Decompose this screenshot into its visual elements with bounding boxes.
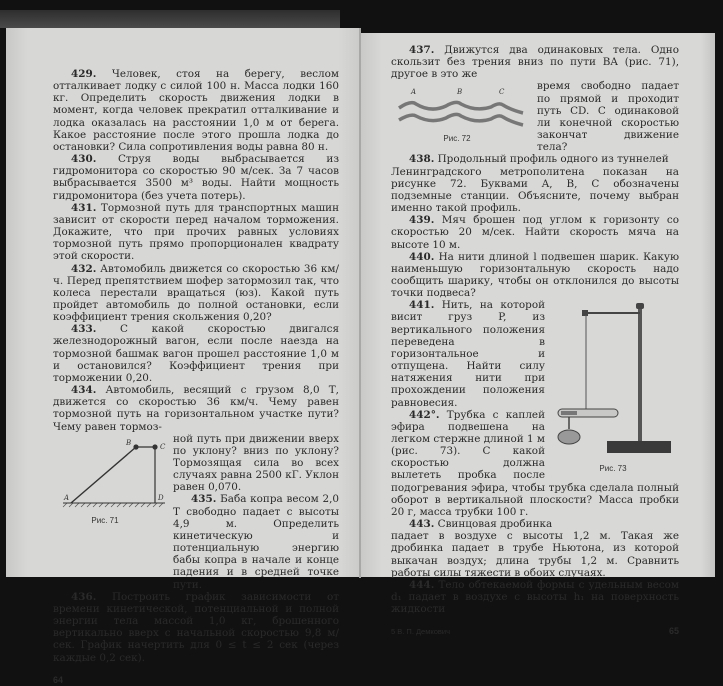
problem-number: 437. [409,44,435,56]
problem-436 [53,591,339,664]
figure-71 [53,433,166,591]
problem-431 [53,202,339,263]
figure-72-wrap [391,80,679,165]
problem-440 [391,251,679,300]
problem-number: 443. [409,518,435,531]
problem-number: 435. [191,493,217,506]
problem-text: Продольный профиль одного из туннелей [437,153,669,166]
right-text-column [391,44,679,639]
tunnel-upper-wall [399,103,523,114]
problem-text: Тело обтекаемой формы с удельным весом d₁ падает в воздухе с высоты h₁ на поверхность жидкости [391,578,679,616]
figure-caption: Рис. 71 [91,515,119,525]
problem-number: 439. [409,214,435,227]
figure-71-side-text [173,433,339,591]
label-c: C [160,442,166,451]
problem-number: 429. [71,68,97,80]
problem-text: Нить, на которой висит груз P, из вертикального положения переведена в горизонтальное и отпущена. Найти силу натяжения нити при прохождении положения равновесия. [391,299,545,409]
figure-73-wrap [391,299,679,530]
tunnel-profile-diagram [391,80,531,148]
problem-text: Автомобиль, весящий с грузом 8,0 Т, движется со скоростью 36 км/ч. Чему равен тормозной путь на горизонтальном участке пути? Чему равен тормоз- [53,384,339,433]
problem-number: 433. [71,323,97,336]
problem-444 [391,579,679,615]
figure-73 [551,299,679,478]
problem-number: 440. [409,250,435,263]
label-a: A [64,493,70,502]
label-a: A [411,88,417,97]
left-page [6,28,360,685]
problem-number: 442°. [409,408,440,421]
problem-439 [391,214,679,250]
problem-429 [53,68,339,153]
left-page-footer [53,674,339,686]
problem-text: ной путь при движении вверх по уклону? вниз по уклону? Тормозящая сила во всех случаях равна 2500 кГ. Уклон равен 0,070. [173,432,339,494]
point-c [152,444,157,449]
point-b [133,444,138,449]
stand-base [607,441,671,453]
problem-number: 436. [71,590,97,603]
problem-text: Человек, стоя на берегу, веслом отталкивает лодку с силой 100 н. Масса лодки 160 кг. Определить скорость движения лодки в момент, когда человек прекратил отталкивание и лодка оказалась на расстоянии 1,0 м от берега. Какое расстояние после этого прошла лодка до остановки? Сила сопротивления воды равна 80 н. [53,68,339,153]
problem-432 [53,263,339,324]
right-page [361,33,715,637]
problem-text: Мяч брошен под углом к горизонту со скоростью 20 м/сек. Найти скорость мяча на высоте 10 м. [391,214,679,251]
spirit-lamp [558,430,580,444]
page-number: 65 [668,626,679,637]
problem-430 [53,153,339,202]
crossbar-end [582,310,588,316]
label-c: C [499,88,505,97]
right-page-footer [391,625,679,638]
problem-434 [53,384,339,433]
problem-text: Трубка с каплей эфира подвешена на легком стержне длиной 1 м (рис. 73). С какой скоростью должна вылететь пробка после подогревания эфира, чтобы трубка сделала полный оборот в вертикальной плоскости? Масса пробки 20 г, масса трубки 100 г. [391,408,679,518]
figure-caption: Рис. 72 [443,134,471,144]
problem-438 [391,153,679,165]
problem-number: 430. [71,153,97,166]
figure-72 [391,80,531,151]
incline-diagram [53,433,171,543]
figure-caption: Рис. 73 [599,464,627,474]
problem-text: Автомобиль движется со скоростью 36 км/ч. Перед препятствием шофер затормозил так, что колеса перестали вращаться (юз). Какой путь пройдет автомобиль до полной остановки, если коэффициент трения скольжения 0,20? [53,262,339,324]
problem-437 [391,44,679,80]
tunnel-lower-wall [399,115,523,126]
problem-text: Струя воды выбрасывается из гидромонитора со скоростью 90 м/сек. За 7 часов выбрасывается 3500 м³ воды. Найти мощность гидромонитора (без учета потерь). [53,153,339,202]
problem-text: Тормозной путь для транспортных машин зависит от скорости перед началом торможения. Докажите, что при прочих равных условиях тормозной путь прямо пропорционален квадрату этой скорости. [53,201,339,263]
problem-number: 441. [409,299,435,312]
figure-71-wrap [53,433,339,591]
problem-number: 431. [71,201,97,214]
printer-signature: 5 В. П. Демкович [391,627,451,637]
problem-433 [53,323,339,384]
problem-text: Баба копра весом 2,0 Т свободно падает с высоты 4,9 м. Определить кинетическую и потенциальную энергию бабы копра в начале и конце падения и в средней точке пути. [173,493,339,591]
label-b: B [126,438,132,447]
problem-text: Построить график зависимости от времени кинетической, потенциальной и полной энергии тела массой 1,0 кг, брошенного вертикально вверх с начальной скоростью 9,8 м/сек. График начертить для 0 ≤ t ≤ 2 сек (через каждые 0,2 сек). [53,590,339,664]
problem-text: Движутся два одинаковых тела. Одно скользит без трения вниз по пути BA (рис. 71), другое в это же [391,44,679,81]
problem-number: 444. [409,578,435,591]
problem-number: 434. [71,384,97,397]
left-text-column [53,68,339,686]
incline-line-ba [71,447,136,503]
stand-rod [638,305,642,445]
problem-text: падает в воздухе с высоты 1,2 м. Такая же дробинка падает в трубе Ньютона, из которой выкачан воздух; длина трубы 1,2 м. Сравнить работы силы тяжести в обоих случаях. [391,530,679,579]
book-top-edge [0,10,340,28]
problem-text: время свободно падает по прямой и проходит путь CD. С одинаковой ли конечной скоростью закончат движение тела? [537,80,679,154]
label-d: D [158,493,164,502]
problem-text: Свинцовая дробинка [437,518,553,531]
problem-text: На нити длиной l подвешен шарик. Какую наименьшую горизонтальную скорость надо сообщить шарику, чтобы он отклонился до высоты точки подвеса? [391,250,679,300]
label-b: B [457,88,463,97]
problem-text: Ленинградского метрополитена показан на рисунке 72. Буквами A, B, C обозначены подземные станции. Объясните, почему выбран именно такой профиль. [391,165,679,215]
problem-443 [391,518,679,530]
problem-text: С какой скоростью двигался железнодорожный вагон, если после наезда на тормозной башмак вагон прошел расстояние 1,0 м и остановился? Коэффициент трения при торможении 0,20. [53,323,339,384]
ground-hatching [63,503,163,507]
pendulum-apparatus-diagram [551,299,679,475]
problem-435 [173,493,339,590]
problem-number: 438. [409,153,435,166]
cork-stopper [561,411,577,415]
problem-number: 432. [71,262,97,275]
page-number: 64 [53,674,64,685]
rod-clamp [636,303,644,309]
